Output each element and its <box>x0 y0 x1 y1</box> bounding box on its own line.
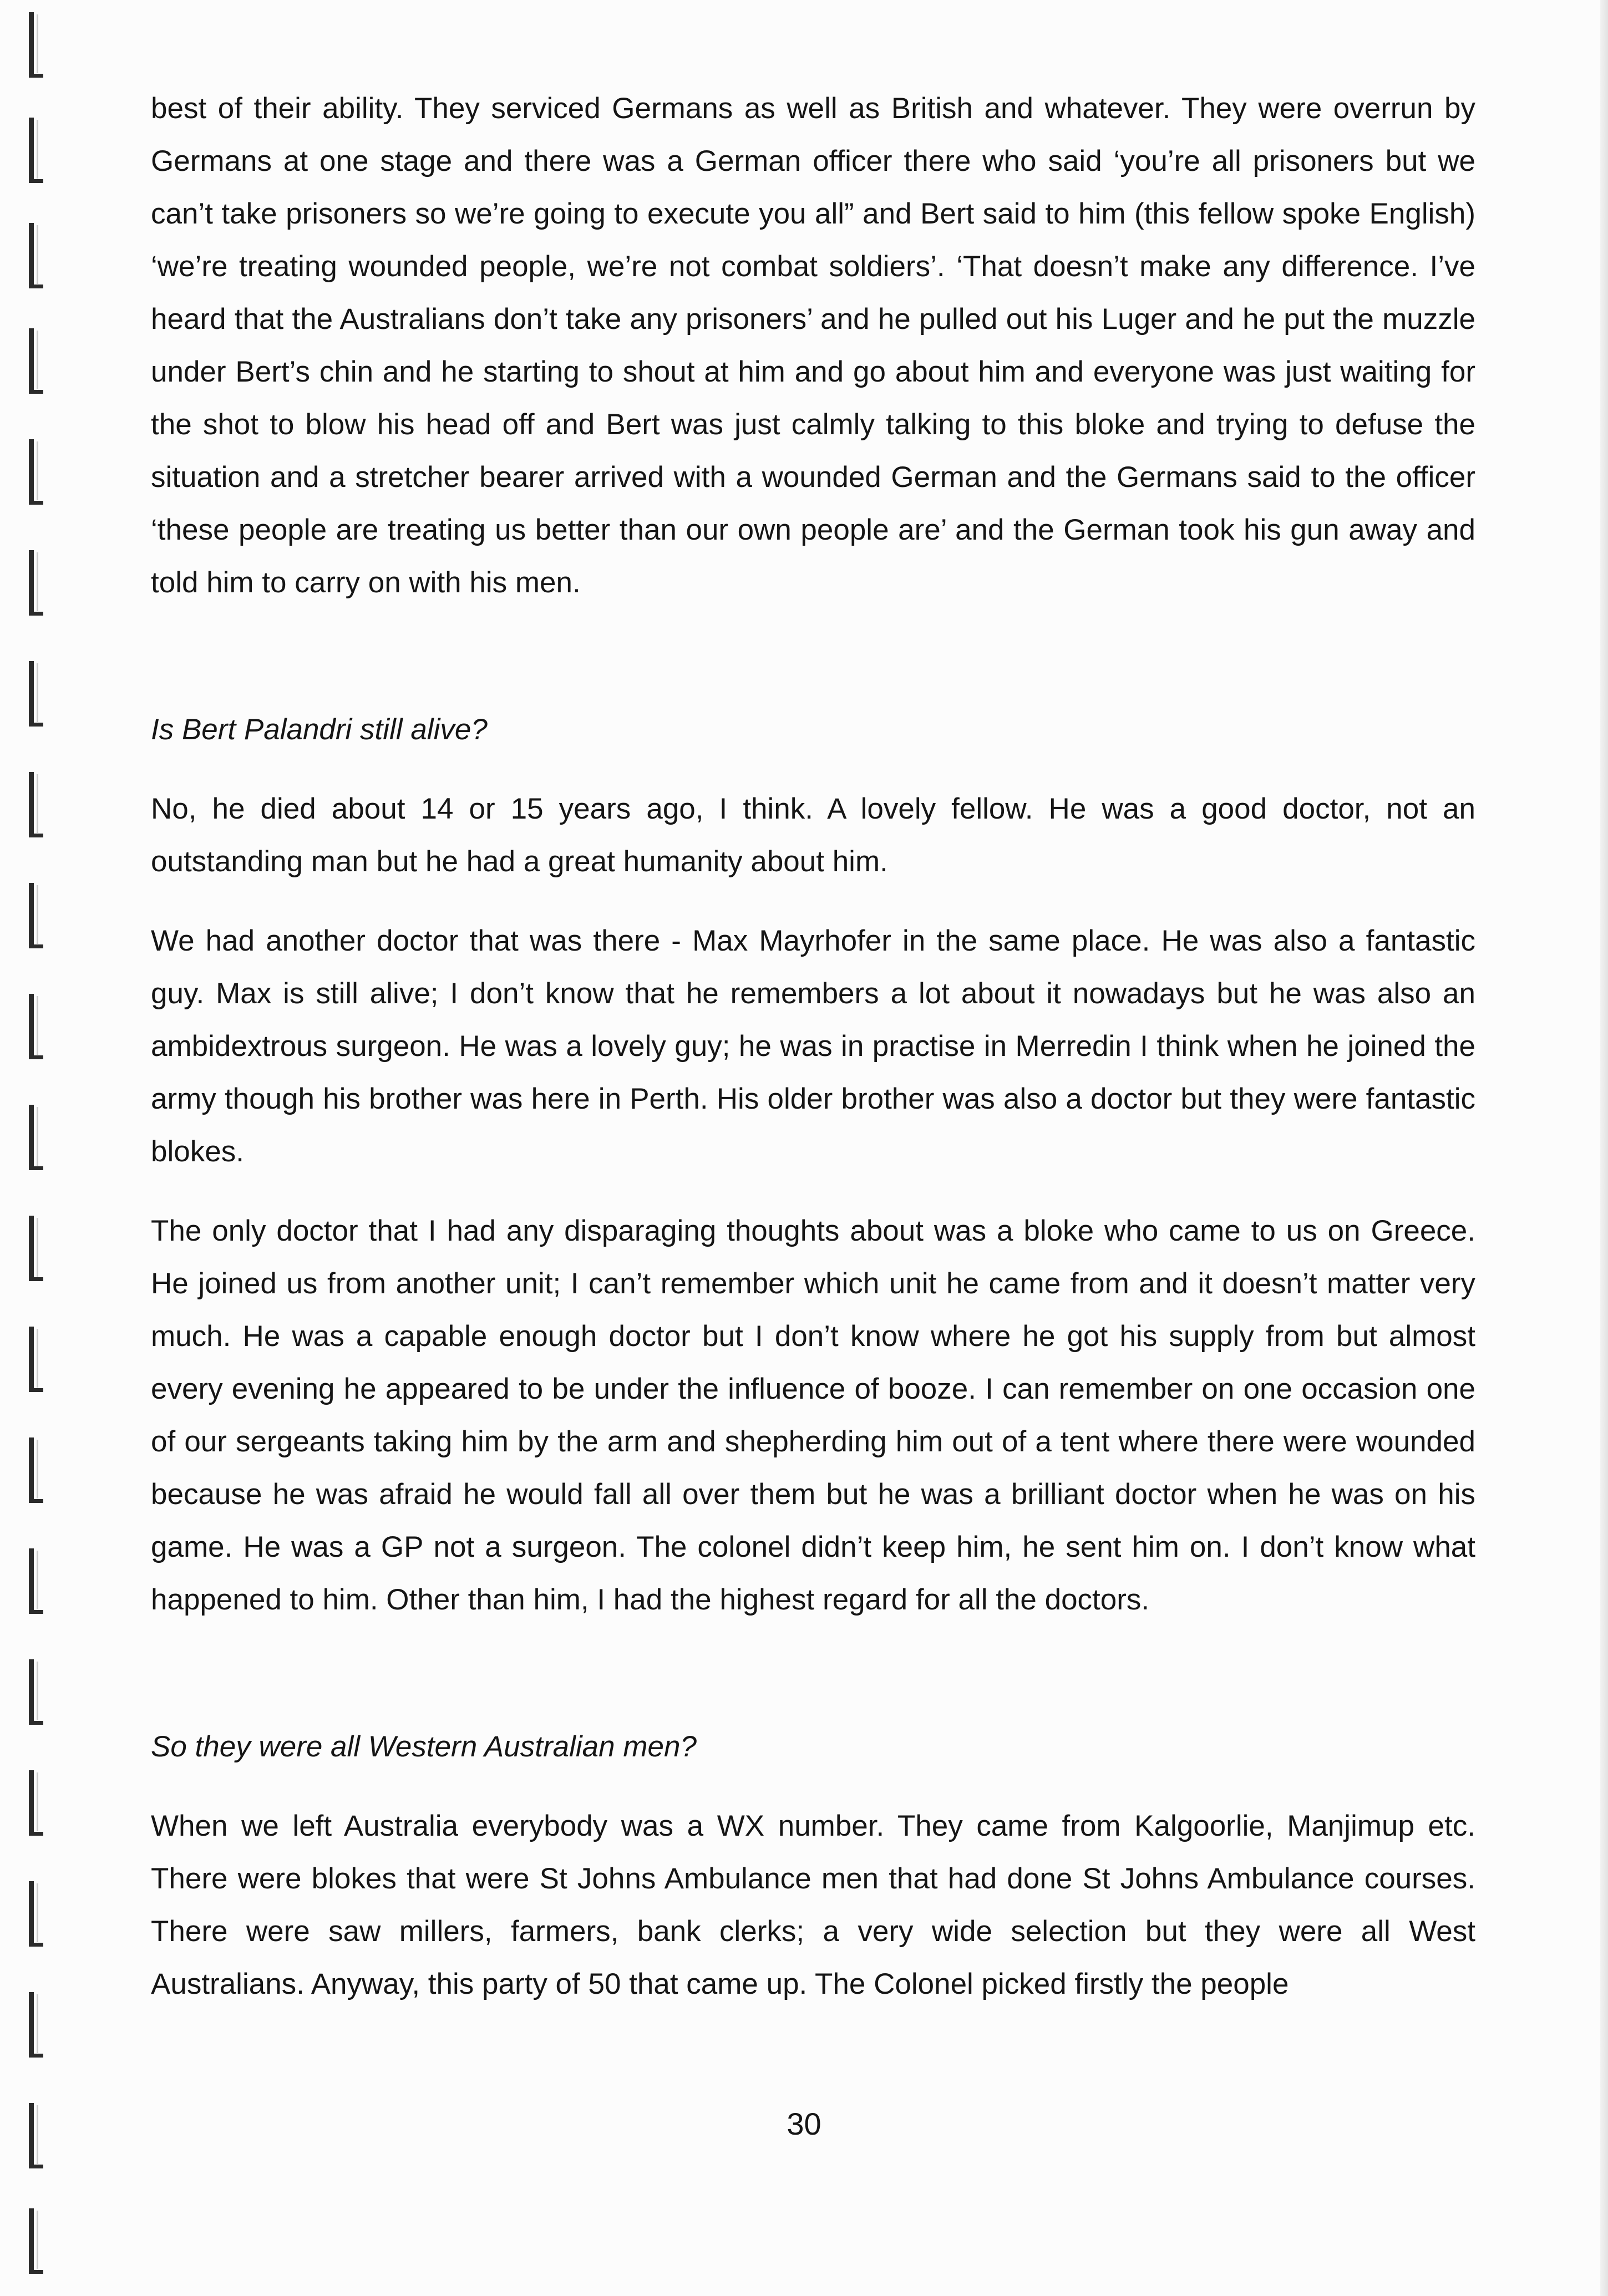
binding-hole <box>29 118 43 183</box>
transcript-body <box>151 82 1475 2010</box>
binding-hole <box>29 1327 43 1392</box>
binding-hole <box>29 994 43 1059</box>
binding-hole <box>29 328 43 394</box>
section-spacer <box>151 756 1475 783</box>
section-spacer <box>151 609 1475 703</box>
page-edge <box>1600 0 1608 2296</box>
binding-hole <box>29 1659 43 1725</box>
binding-hole <box>29 1881 43 1947</box>
binding-hole <box>29 1437 43 1503</box>
page-number: 30 <box>787 2106 821 2141</box>
section-spacer <box>151 1773 1475 1800</box>
binding-hole <box>29 661 43 727</box>
interviewer-question: Is Bert Palandri still alive? <box>151 713 488 746</box>
binding-hole <box>29 772 43 837</box>
binding-hole <box>29 550 43 616</box>
answer-paragraph: We had another doctor that was there - Max Mayrhofer in the same place. He was also a fantastic guy. Max is still alive; I don’t know that he remembers a lot about it nowadays but he was also an ambidextrous surgeon. He was a lovely guy; he was in practise in Merredin I think when he joined the army though his brother was here in Perth. His older brother was also a doctor but they were fantastic blokes. <box>151 925 1475 1168</box>
interviewer-question: So they were all Western Australian men? <box>151 1730 697 1763</box>
binding-hole <box>29 1105 43 1170</box>
binding-hole <box>29 223 43 288</box>
binding-hole <box>29 1548 43 1614</box>
binding-margin <box>0 0 72 2296</box>
answer-paragraph: The only doctor that I had any disparaging thoughts about was a bloke who came to us on Greece. He joined us from another unit; I can’t remember which unit he came from and it doesn’t matter very much. He was a capable enough doctor but I don’t know where he got his supply from but almost every evening he appeared to be under the influence of booze. I can remember on one occasion one of our sergeants taking him by the arm and shepherding him out of a tent where there were wounded because he was afraid he would fall all over them but he was a brilliant doctor when he was on his game. He was a GP not a surgeon. The colonel didn’t keep him, he sent him on. I don’t know what happened to him. Other than him, I had the highest regard for all the doctors. <box>151 1215 1475 1616</box>
section-spacer <box>151 1626 1475 1720</box>
binding-hole <box>29 1216 43 1281</box>
binding-hole <box>29 1992 43 2058</box>
answer-paragraph: best of their ability. They serviced Germans as well as British and whatever. They were overrun by Germans at one stage and there was a German officer there who said ‘you’re all prisoners but we can’t take prisoners so we’re going to execute you all” and Bert said to him (this fellow spoke English) ‘we’re treating wounded people, we’re not combat soldiers’. ‘That doesn’t make any difference. I’ve heard that the Australians don’t take any prisoners’ and he pulled out his Luger and he put the muzzle under Bert’s chin and he starting to shout at him and go about him and everyone was just waiting for the shot to blow his head off and Bert was just calmly talking to this bloke and trying to defuse the situation and a stretcher bearer arrived with a wounded German and the Germans said to the officer ‘these people are treating us better than our own people are’ and the German took his gun away and told him to carry on with his men. <box>151 92 1475 599</box>
binding-hole <box>29 1770 43 1836</box>
binding-hole <box>29 12 43 78</box>
answer-paragraph: No, he died about 14 or 15 years ago, I think. A lovely fellow. He was a good doctor, not an outstanding man but he had a great humanity about him. <box>151 793 1475 878</box>
binding-hole <box>29 2208 43 2274</box>
binding-hole <box>29 883 43 948</box>
binding-hole <box>29 439 43 505</box>
answer-paragraph: When we left Australia everybody was a WX number. They came from Kalgoorlie, Manjimup etc. There were blokes that were St Johns Ambulance men that had done St Johns Ambulance courses. There were saw millers, farmers, bank clerks; a very wide selection but they were all West Australians. Anyway, this party of 50 that came up. The Colonel picked firstly the people <box>151 1810 1475 2000</box>
